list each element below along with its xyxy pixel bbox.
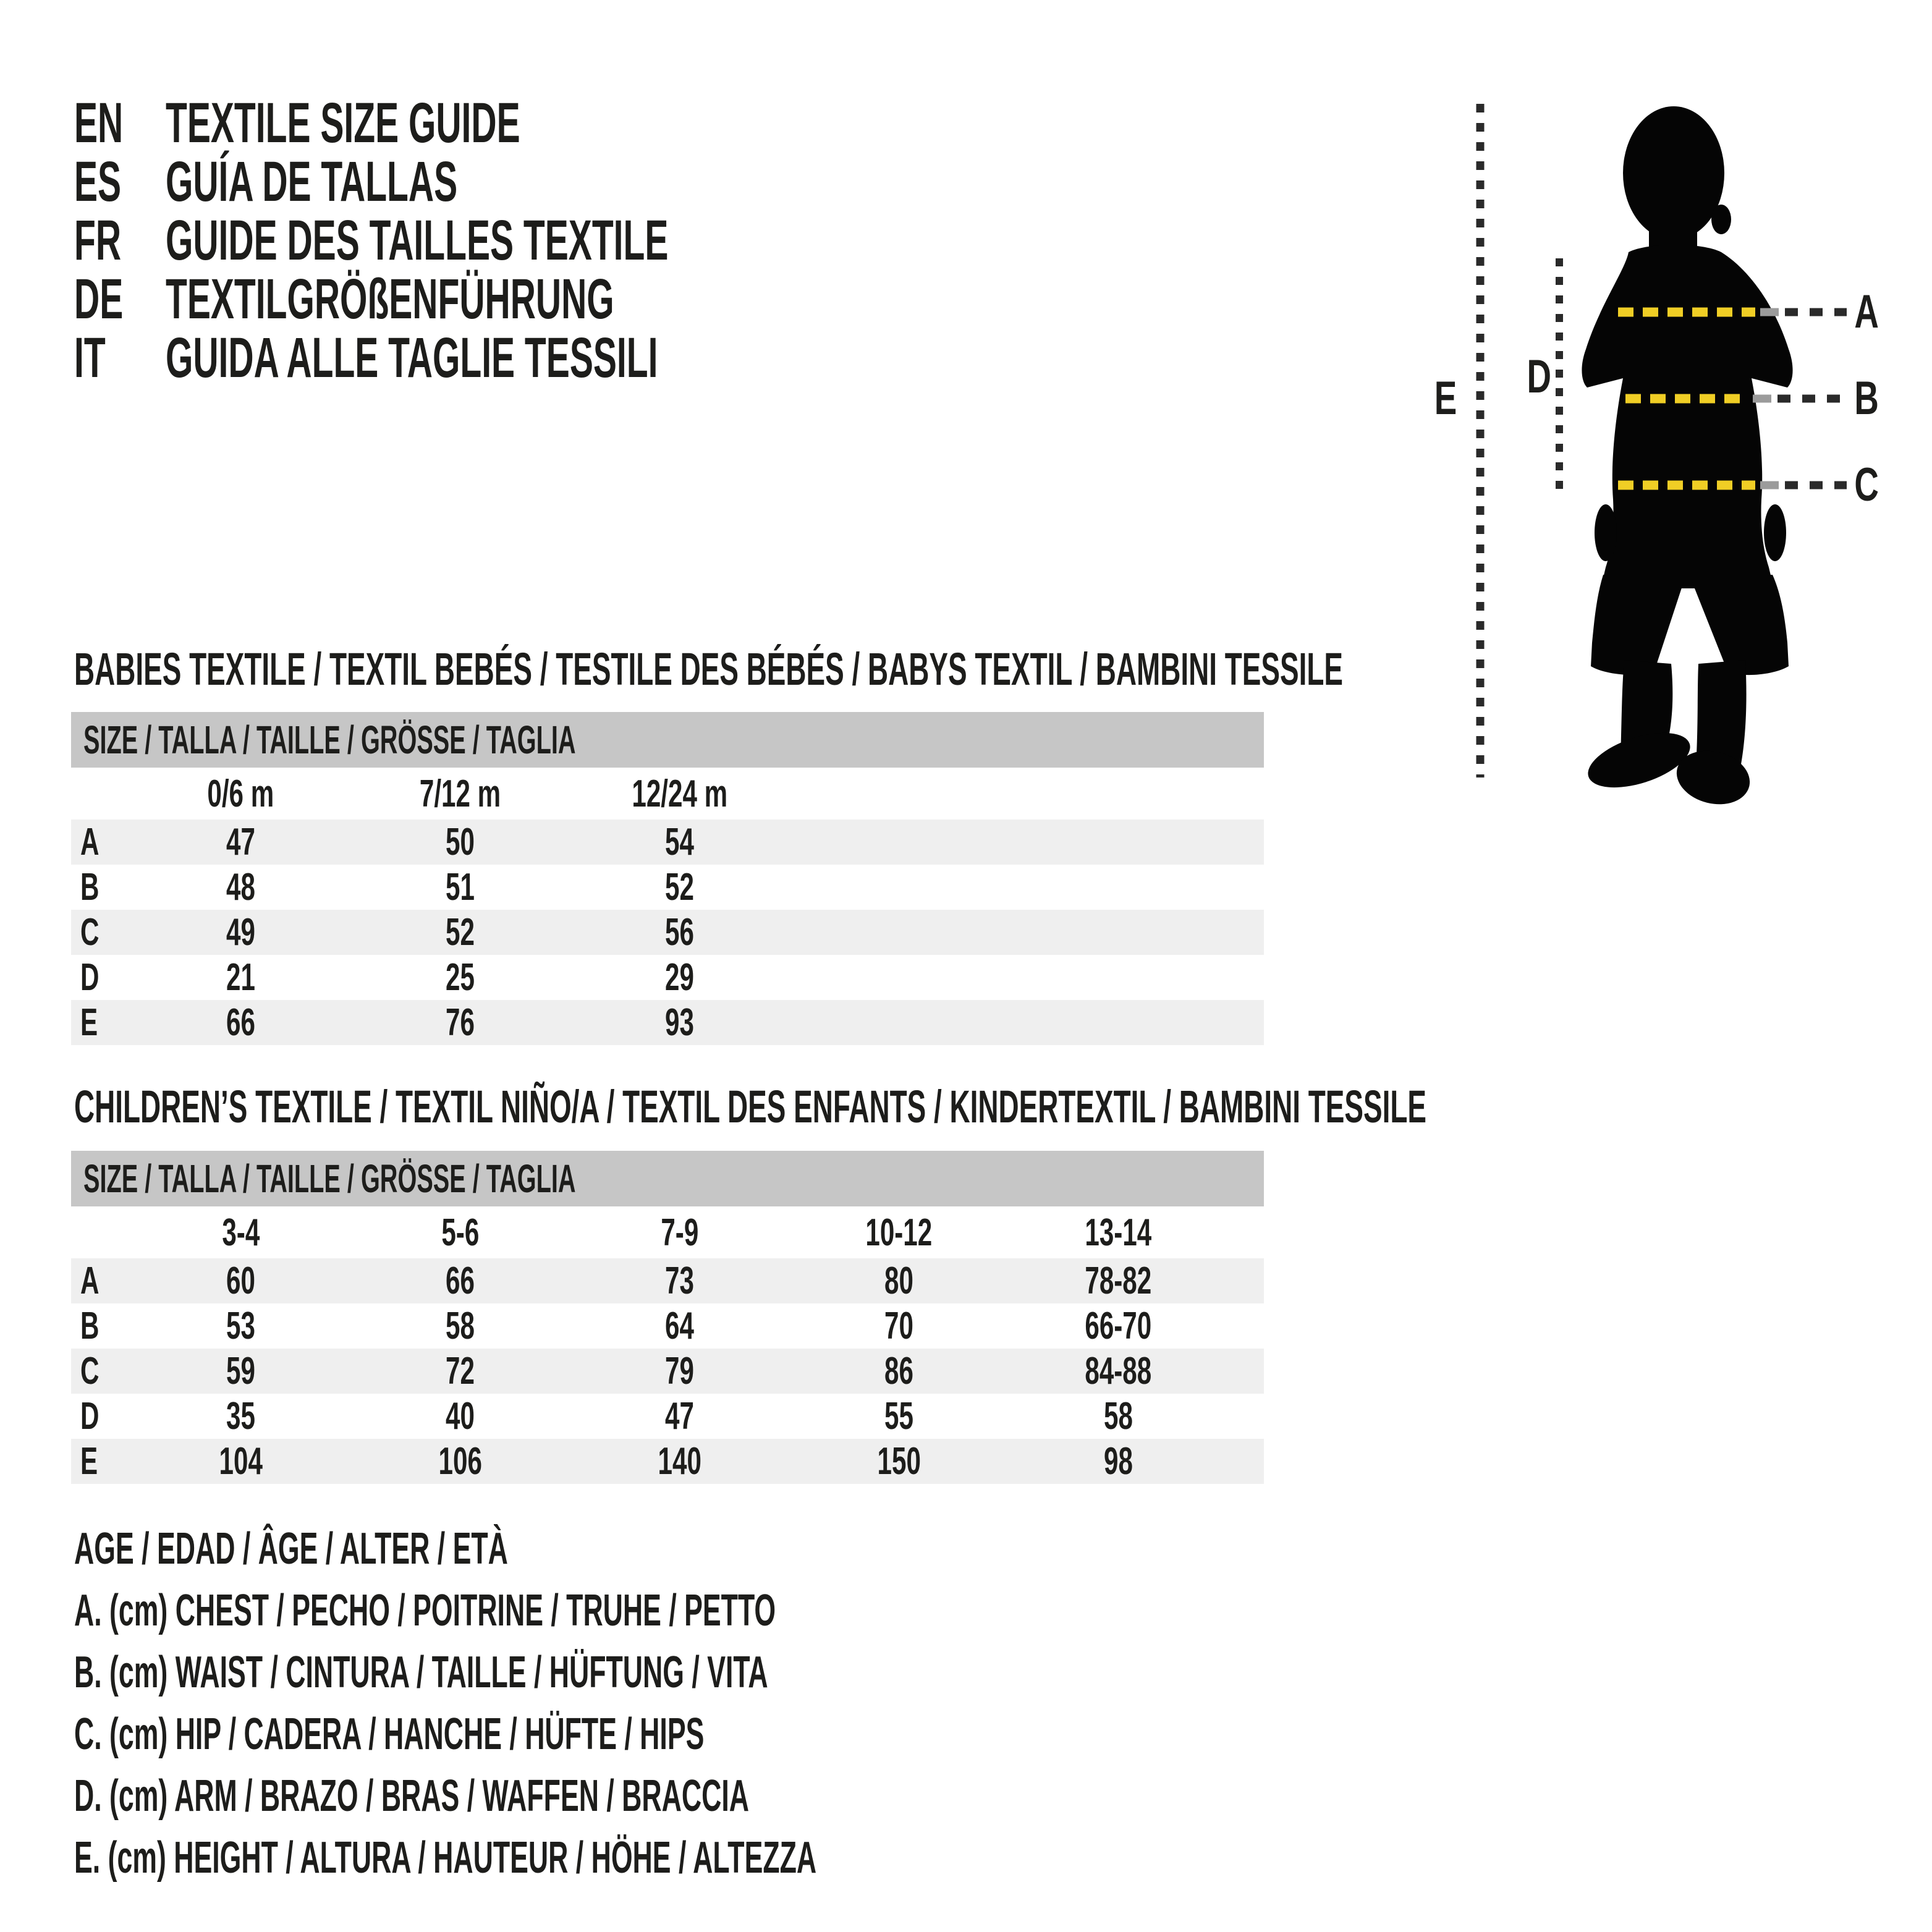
babies-row-b — [71, 865, 1264, 910]
language-row-es — [74, 150, 977, 213]
row-label: C — [80, 1350, 100, 1392]
legend-height: E. (cm) HEIGHT / ALTURA / HAUTEUR / HÖHE / ALTEZZA — [74, 1833, 817, 1883]
babies-row-c — [71, 910, 1264, 955]
table-cell: 52 — [665, 866, 694, 909]
row-label: C — [80, 911, 100, 954]
row-label: E — [80, 1001, 98, 1044]
table-cell: 84-88 — [1085, 1350, 1152, 1392]
table-cell: 47 — [665, 1395, 694, 1438]
babies-column-7-12m: 7/12 m — [419, 772, 501, 815]
size-header-label: SIZE / TALLA / TAILLE / GRÖSSE / TAGLIA — [83, 718, 576, 762]
table-cell: 40 — [446, 1395, 475, 1438]
table-cell: 86 — [884, 1350, 913, 1392]
children-size-table — [71, 1151, 1264, 1484]
legend-arm: D. (cm) ARM / BRAZO / BRAS / WAFFEN / BRACCIA — [74, 1771, 750, 1821]
table-cell: 56 — [665, 911, 694, 954]
table-cell: 25 — [446, 956, 475, 999]
language-row-it — [74, 326, 977, 389]
guide-title-fr: GUIDE DES TAILLES TEXTILE — [166, 209, 669, 272]
silhouette-hand-right — [1764, 504, 1786, 561]
children-column-3-4: 3-4 — [222, 1211, 260, 1254]
table-cell: 54 — [665, 821, 694, 863]
table-cell: 58 — [446, 1305, 475, 1347]
measure-label-c: C — [1854, 459, 1879, 512]
table-cell: 80 — [884, 1260, 913, 1302]
table-cell: 49 — [226, 911, 255, 954]
table-cell: 53 — [226, 1305, 255, 1347]
babies-column-header-row — [71, 768, 1264, 820]
table-cell: 140 — [658, 1440, 701, 1483]
row-label: E — [80, 1440, 98, 1483]
silhouette-hand-left — [1595, 504, 1617, 561]
table-cell: 51 — [446, 866, 475, 909]
language-code-fr: FR — [74, 209, 122, 272]
table-cell: 47 — [226, 821, 255, 863]
babies-section-title: BABIES TEXTILE / TEXTIL BEBÉS / TESTILE DES BÉBÉS / BABYS TEXTIL / BAMBINI TESSILE — [74, 643, 1343, 695]
table-cell: 55 — [884, 1395, 913, 1438]
row-label: D — [80, 956, 100, 999]
measurement-legend — [74, 1518, 1271, 1889]
babies-size-header-bar — [71, 712, 1264, 768]
row-label: A — [80, 821, 100, 863]
table-cell: 60 — [226, 1260, 255, 1302]
children-size-header-bar — [71, 1151, 1264, 1206]
row-label: D — [80, 1395, 100, 1438]
language-row-de — [74, 270, 977, 329]
legend-waist: B. (cm) WAIST / CINTURA / TAILLE / HÜFTUNG / VITA — [74, 1648, 768, 1697]
table-cell: 58 — [1104, 1395, 1133, 1438]
table-cell: 106 — [438, 1440, 482, 1483]
babies-column-12-24m: 12/24 m — [632, 772, 727, 815]
table-cell: 64 — [665, 1305, 694, 1347]
table-cell: 66 — [446, 1260, 475, 1302]
measure-label-a: A — [1854, 286, 1879, 339]
row-label: B — [80, 866, 100, 909]
measurement-figure — [1409, 87, 1932, 810]
children-row-e — [71, 1439, 1264, 1484]
measure-label-b: B — [1854, 372, 1879, 425]
children-column-13-14: 13-14 — [1085, 1211, 1152, 1254]
table-cell: 79 — [665, 1350, 694, 1392]
language-title-list — [74, 91, 977, 389]
table-cell: 59 — [226, 1350, 255, 1392]
table-cell: 35 — [226, 1395, 255, 1438]
table-cell: 70 — [884, 1305, 913, 1347]
table-cell: 66-70 — [1085, 1305, 1152, 1347]
children-row-d — [71, 1394, 1264, 1439]
row-label: A — [80, 1260, 100, 1302]
children-column-7-9: 7-9 — [661, 1211, 698, 1254]
legend-age: AGE / EDAD / ÂGE / ALTER / ETÀ — [74, 1524, 508, 1574]
silhouette-ear — [1711, 205, 1731, 234]
babies-column-0-6m: 0/6 m — [207, 772, 274, 815]
table-cell: 73 — [665, 1260, 694, 1302]
babies-size-table — [71, 712, 1264, 1045]
table-cell: 76 — [446, 1001, 475, 1044]
measure-label-d: D — [1527, 350, 1552, 404]
children-column-header-row — [71, 1206, 1264, 1258]
measure-label-e: E — [1434, 372, 1457, 425]
babies-row-a — [71, 820, 1264, 865]
table-cell: 150 — [877, 1440, 921, 1483]
table-cell: 29 — [665, 956, 694, 999]
size-header-label: SIZE / TALLA / TAILLE / GRÖSSE / TAGLIA — [83, 1156, 576, 1201]
language-code-es: ES — [74, 150, 122, 213]
children-row-a — [71, 1258, 1264, 1303]
guide-title-it: GUIDA ALLE TAGLIE TESSILI — [166, 326, 658, 389]
children-section-title: CHILDREN’S TEXTILE / TEXTIL NIÑO/A / TEXTIL DES ENFANTS / KINDERTEXTIL / BAMBINI TESSILE — [74, 1081, 1426, 1132]
language-code-en: EN — [74, 91, 124, 155]
guide-title-de: TEXTILGRÖßENFÜHRUNG — [166, 268, 614, 331]
legend-hip: C. (cm) HIP / CADERA / HANCHE / HÜFTE / HIPS — [74, 1710, 705, 1759]
table-cell: 104 — [219, 1440, 263, 1483]
table-cell: 48 — [226, 866, 255, 909]
babies-row-e — [71, 1000, 1264, 1045]
children-row-b — [71, 1303, 1264, 1349]
language-row-en — [74, 91, 977, 155]
legend-chest: A. (cm) CHEST / PECHO / POITRINE / TRUHE / PETTO — [74, 1586, 776, 1635]
language-code-it: IT — [74, 326, 106, 389]
table-cell: 50 — [446, 821, 475, 863]
guide-title-en: TEXTILE SIZE GUIDE — [166, 91, 520, 155]
language-row-fr — [74, 211, 977, 270]
language-code-de: DE — [74, 268, 124, 331]
table-cell: 66 — [226, 1001, 255, 1044]
silhouette-head — [1623, 106, 1724, 240]
table-cell: 21 — [226, 956, 255, 999]
guide-title-es: GUÍA DE TALLAS — [166, 150, 458, 213]
children-column-10-12: 10-12 — [865, 1211, 933, 1254]
child-silhouette — [1582, 106, 1793, 810]
table-cell: 78-82 — [1085, 1260, 1152, 1302]
table-cell: 93 — [665, 1001, 694, 1044]
babies-row-d — [71, 955, 1264, 1000]
table-cell: 98 — [1104, 1440, 1133, 1483]
children-row-c — [71, 1349, 1264, 1394]
children-column-5-6: 5-6 — [441, 1211, 479, 1254]
table-cell: 72 — [446, 1350, 475, 1392]
table-cell: 52 — [446, 911, 475, 954]
row-label: B — [80, 1305, 100, 1347]
